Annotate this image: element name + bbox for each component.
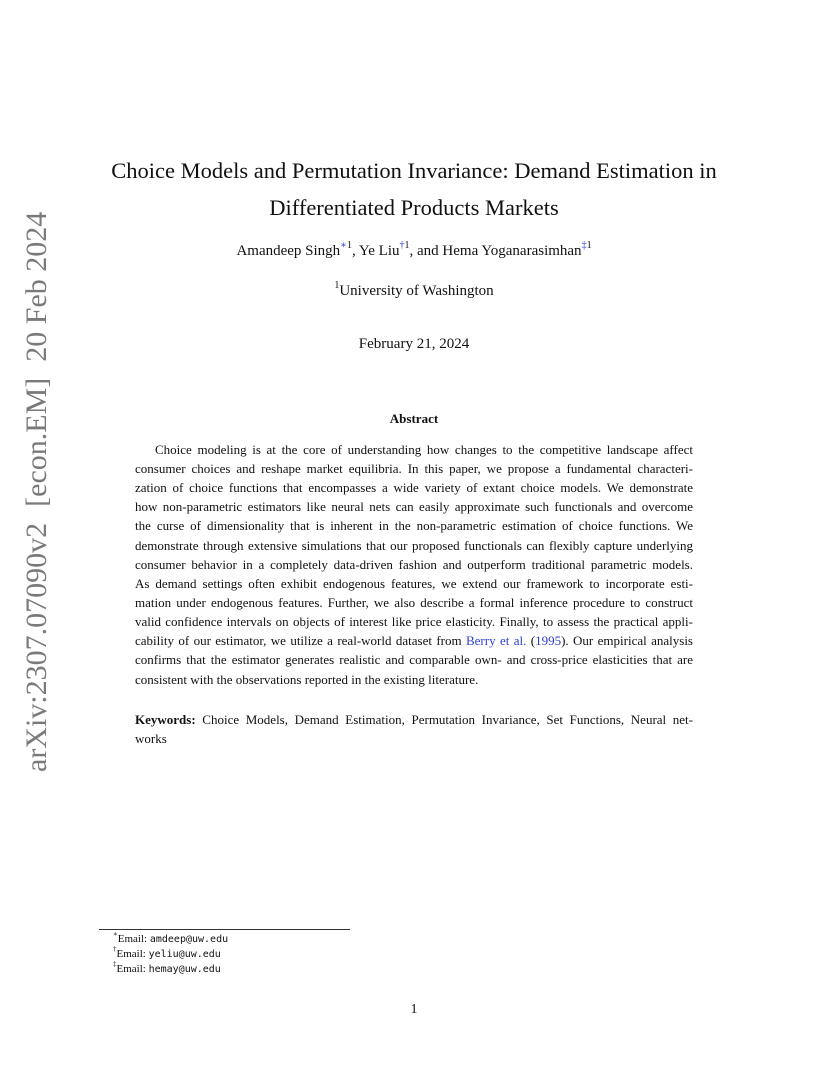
arxiv-category: [econ.EM] xyxy=(20,377,53,507)
author-footnote-mark[interactable]: ‡1 xyxy=(581,240,592,251)
footnote: ‡Email: hemay@uw.edu xyxy=(113,960,221,975)
paper-title xyxy=(60,152,768,226)
author-separator: , and xyxy=(409,243,443,259)
author-name: Ye Liu xyxy=(358,243,400,259)
arxiv-id: arXiv:2307.07090v2 xyxy=(20,522,53,772)
author-name: Hema Yoganarasimhan xyxy=(442,243,582,259)
paper-date: February 21, 2024 xyxy=(358,336,470,352)
abstract-line: consistent with the observations reported in the existing literature. xyxy=(135,672,479,687)
abstract-line: consumer choices and reshape market equilibria. In this paper, we propose a fundamental characteri- xyxy=(135,461,693,476)
abstract-line: demonstrate through extensive simulations that our proposed functionals can flexibly capture underlying xyxy=(135,538,693,553)
author-footnote-mark[interactable]: †1 xyxy=(399,240,410,251)
author-name: Amandeep Singh xyxy=(236,243,341,259)
email-link[interactable]: hemay@uw.edu xyxy=(148,964,221,975)
footnote: †Email: yeliu@uw.edu xyxy=(113,945,221,960)
footnote-rule xyxy=(99,929,350,930)
footnote: ∗Email: amdeep@uw.edu xyxy=(113,930,229,945)
arxiv-stamp xyxy=(14,211,60,772)
abstract-line: mation under endogenous features. Further, we also describe a formal inference procedure to construct xyxy=(135,595,693,610)
abstract-line: As demand settings often exhibit endogenous features, we extend our framework to incorporate esti- xyxy=(135,576,693,591)
keywords-label: Keywords: xyxy=(135,712,196,727)
keywords-line: works xyxy=(135,731,167,746)
page-number: 1 xyxy=(410,1002,418,1017)
abstract-line: cability of our estimator, we utilize a real-world dataset from Berry et al. (1995). Our empirical analysis xyxy=(135,633,693,648)
abstract-line: the curse of dimensionality that is inherent in the non-parametric estimation of choice functions. We xyxy=(135,518,693,533)
author-list xyxy=(60,240,768,260)
keywords-line xyxy=(135,710,693,729)
abstract-line: how non-parametric estimators like neural nets can easily approximate such functionals and overcome xyxy=(135,499,693,514)
abstract-line: consumer behavior in a completely data-driven fashion and outperform traditional parametric models. xyxy=(135,557,693,572)
author-separator: , xyxy=(351,243,359,259)
keywords-text: Choice Models, Demand Estimation, Permutation Invariance, Set Functions, Neural net- xyxy=(202,712,693,727)
email-link[interactable]: amdeep@uw.edu xyxy=(149,934,229,945)
citation-link-authors[interactable]: Berry et al. xyxy=(465,633,527,648)
abstract-line: Choice modeling is at the core of understanding how changes to the competitive landscape affect xyxy=(155,442,693,457)
affiliation xyxy=(60,280,768,300)
abstract-line: valid confidence intervals on objects of interest like price elasticity. Finally, to assess the practical appli- xyxy=(135,614,693,629)
affiliation-mark: 1 xyxy=(334,280,340,291)
affiliation-name: University of Washington xyxy=(339,283,494,299)
abstract-line: confirms that the estimator generates realistic and comparable own- and cross-price elasticities that are xyxy=(135,652,693,667)
abstract-heading: Abstract xyxy=(389,411,439,426)
title-line: Choice Models and Permutation Invariance: Demand Estimation in xyxy=(111,158,717,183)
abstract-line: zation of choice functions that encompasses a wide variety of extant choice models. We demonstrate xyxy=(135,480,693,495)
email-link[interactable]: yeliu@uw.edu xyxy=(148,949,221,960)
author-footnote-mark[interactable]: ∗1 xyxy=(340,240,352,251)
title-line: Differentiated Products Markets xyxy=(269,195,559,220)
citation-link-year[interactable]: 1995 xyxy=(535,633,562,648)
arxiv-date: 20 Feb 2024 xyxy=(20,211,53,362)
